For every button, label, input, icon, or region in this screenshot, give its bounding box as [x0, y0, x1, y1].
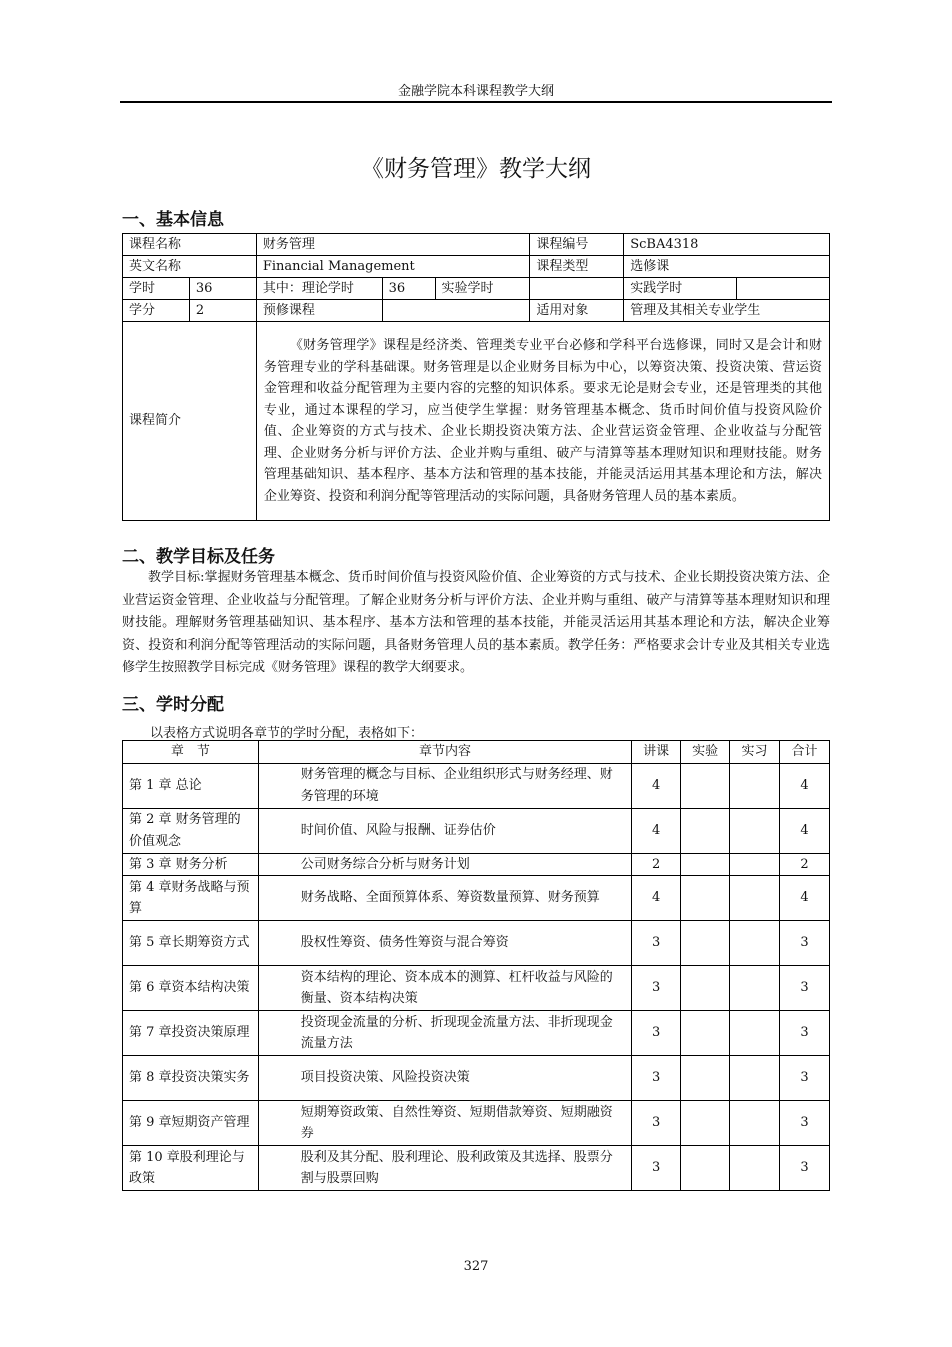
table-row — [123, 1146, 830, 1191]
table-row — [123, 1011, 830, 1056]
english-name-value: Financial Management — [256, 256, 530, 278]
practice-hours-cell — [730, 876, 780, 921]
column-header: 实验 — [681, 741, 730, 764]
hours-table — [122, 740, 830, 1191]
chapter-cell: 第 1 章 总论 — [123, 763, 259, 808]
content-cell: 短期筹资政策、自然性筹资、短期借款筹资、短期融资券 — [258, 1101, 631, 1146]
lab-hours-cell — [681, 876, 730, 921]
practice-hours-cell — [730, 1011, 780, 1056]
content-cell: 投资现金流量的分析、折现现金流量方法、非折现现金流量方法 — [258, 1011, 631, 1056]
content-cell: 股利及其分配、股利理论、股利政策及其选择、股票分割与股票回购 — [258, 1146, 631, 1191]
content-cell: 项目投资决策、风险投资决策 — [258, 1056, 631, 1101]
column-header: 合计 — [779, 741, 829, 764]
column-header: 章 节 — [123, 741, 259, 764]
hours-table-caption: 以表格方式说明各章节的学时分配，表格如下： — [150, 726, 424, 741]
lab-hours-label: 实验学时 — [435, 278, 530, 300]
total-hours-cell: 3 — [779, 1146, 829, 1191]
lecture-hours-cell: 3 — [632, 1056, 681, 1101]
table-row — [123, 966, 830, 1011]
practice-hours-cell — [730, 1146, 780, 1191]
total-hours-cell: 4 — [779, 808, 829, 853]
hours-label: 学时 — [123, 278, 190, 300]
lab-hours-cell — [681, 808, 730, 853]
column-header: 实习 — [730, 741, 780, 764]
prereq-label: 预修课程 — [256, 300, 382, 322]
table-row — [123, 1101, 830, 1146]
lecture-hours-cell: 2 — [632, 853, 681, 876]
chapter-cell: 第 4 章财务战略与预算 — [123, 876, 259, 921]
practice-hours-cell — [730, 763, 780, 808]
english-name-label: 英文名称 — [123, 256, 257, 278]
document-title: 《财务管理》教学大纲 — [361, 156, 591, 182]
column-header: 章节内容 — [258, 741, 631, 764]
section-heading-basic-info: 一、基本信息 — [122, 210, 224, 230]
lecture-hours-cell: 4 — [632, 808, 681, 853]
lecture-hours-cell: 3 — [632, 1146, 681, 1191]
total-hours-cell: 4 — [779, 763, 829, 808]
theory-hours-label: 其中：理论学时 — [256, 278, 382, 300]
lecture-hours-cell: 3 — [632, 966, 681, 1011]
course-type-value: 选修课 — [624, 256, 830, 278]
course-code-value: ScBA4318 — [624, 234, 830, 256]
course-name-label: 课程名称 — [123, 234, 257, 256]
lecture-hours-cell: 4 — [632, 763, 681, 808]
content-cell: 财务战略、全面预算体系、筹资数量预算、财务预算 — [258, 876, 631, 921]
chapter-cell: 第 9 章短期资产管理 — [123, 1101, 259, 1146]
content-cell: 财务管理的概念与目标、企业组织形式与财务经理、财务管理的环境 — [258, 763, 631, 808]
practice-hours-cell — [730, 853, 780, 876]
practice-hours-cell — [730, 966, 780, 1011]
header-rule — [120, 101, 832, 103]
content-cell: 公司财务综合分析与财务计划 — [258, 853, 631, 876]
credit-label: 学分 — [123, 300, 190, 322]
lecture-hours-cell: 3 — [632, 1011, 681, 1056]
lab-hours-cell — [681, 1056, 730, 1101]
intro-text: 《财务管理学》课程是经济类、管理类专业平台必修和学科平台选修课，同时又是会计和财务管理专业的学科基础课。财务管理是以企业财务目标为中心，以筹资决策、投资决策、营运资金管理和收益分配管理为主要内容的完整的知识体系。要求无论是财会专业，还是管理类的其他专业，通过本课程的学习，应当使学生掌握：财务管理基本概念、货币时间价值与投资风险价值、企业筹资的方式与技术、企业长期投资决策方法、企业营运资金管理、企业收益与分配管理、企业财务分析与评价方法、企业并购与重组、破产与清算等基本理财知识和理财技能。财务管理基础知识、基本程序、基本方法和管理的基本技能，并能灵活运用其基本理论和方法，解决企业筹资、投资和利润分配等管理活动的实际问题，具备财务管理人员的基本素质。 — [256, 322, 829, 521]
intro-label: 课程简介 — [123, 322, 257, 521]
practice-hours-cell — [730, 1056, 780, 1101]
content-cell: 时间价值、风险与报酬、证券估价 — [258, 808, 631, 853]
total-hours-cell: 3 — [779, 1101, 829, 1146]
hours-value: 36 — [189, 278, 256, 300]
column-header: 讲课 — [632, 741, 681, 764]
chapter-cell: 第 8 章投资决策实务 — [123, 1056, 259, 1101]
table-row — [123, 808, 830, 853]
practice-hours-value — [737, 278, 830, 300]
chapter-cell: 第 6 章资本结构决策 — [123, 966, 259, 1011]
chapter-cell: 第 3 章 财务分析 — [123, 853, 259, 876]
page-header: 金融学院本科课程教学大纲 — [397, 84, 554, 99]
practice-hours-cell — [730, 808, 780, 853]
section-heading-hours: 三、学时分配 — [122, 695, 224, 715]
practice-hours-label: 实践学时 — [624, 278, 737, 300]
table-row — [123, 763, 830, 808]
hours-table-header — [123, 741, 830, 764]
table-row — [123, 876, 830, 921]
table-row — [123, 853, 830, 876]
course-name-value: 财务管理 — [256, 234, 530, 256]
total-hours-cell: 3 — [779, 966, 829, 1011]
credit-value: 2 — [189, 300, 256, 322]
lecture-hours-cell: 4 — [632, 876, 681, 921]
content-cell: 股权性筹资、债务性筹资与混合筹资 — [258, 921, 631, 966]
lab-hours-cell — [681, 1101, 730, 1146]
table-row — [123, 921, 830, 966]
lab-hours-cell — [681, 763, 730, 808]
audience-value: 管理及其相关专业学生 — [624, 300, 830, 322]
total-hours-cell: 3 — [779, 1011, 829, 1056]
total-hours-cell: 3 — [779, 921, 829, 966]
prereq-value — [382, 300, 530, 322]
content-cell: 资本结构的理论、资本成本的测算、杠杆收益与风险的衡量、资本结构决策 — [258, 966, 631, 1011]
objectives-text: 教学目标:掌握财务管理基本概念、货币时间价值与投资风险价值、企业筹资的方式与技术、企业长期投资决策方法、企业营运资金管理、企业收益与分配管理。了解企业财务分析与评价方法、企业并购与重组、破产与清算等基本理财知识和理财技能。理解财务管理基础知识、基本程序、基本方法和管理的基本技能，并能灵活运用其基本理论和方法，解决企业筹资、投资和利润分配等管理活动的实际问题，具备财务管理人员的基本素质。教学任务：严格要求会计专业及其相关专业选修学生按照教学目标完成《财务管理》课程的教学大纲要求。 — [122, 570, 830, 676]
page-number: 327 — [463, 1259, 489, 1274]
theory-hours-value: 36 — [382, 278, 435, 300]
chapter-cell: 第 2 章 财务管理的价值观念 — [123, 808, 259, 853]
course-code-label: 课程编号 — [530, 234, 624, 256]
lab-hours-cell — [681, 853, 730, 876]
table-row — [123, 1056, 830, 1101]
lab-hours-cell — [681, 1146, 730, 1191]
practice-hours-cell — [730, 921, 780, 966]
chapter-cell: 第 7 章投资决策原理 — [123, 1011, 259, 1056]
lab-hours-cell — [681, 966, 730, 1011]
section-heading-objectives: 二、教学目标及任务 — [122, 547, 275, 567]
lecture-hours-cell: 3 — [632, 1101, 681, 1146]
lab-hours-value — [530, 278, 624, 300]
lecture-hours-cell: 3 — [632, 921, 681, 966]
total-hours-cell: 3 — [779, 1056, 829, 1101]
basic-info-table — [122, 233, 830, 521]
chapter-cell: 第 5 章长期筹资方式 — [123, 921, 259, 966]
lab-hours-cell — [681, 921, 730, 966]
total-hours-cell: 2 — [779, 853, 829, 876]
lab-hours-cell — [681, 1011, 730, 1056]
total-hours-cell: 4 — [779, 876, 829, 921]
audience-label: 适用对象 — [530, 300, 624, 322]
course-type-label: 课程类型 — [530, 256, 624, 278]
practice-hours-cell — [730, 1101, 780, 1146]
chapter-cell: 第 10 章股利理论与政策 — [123, 1146, 259, 1191]
